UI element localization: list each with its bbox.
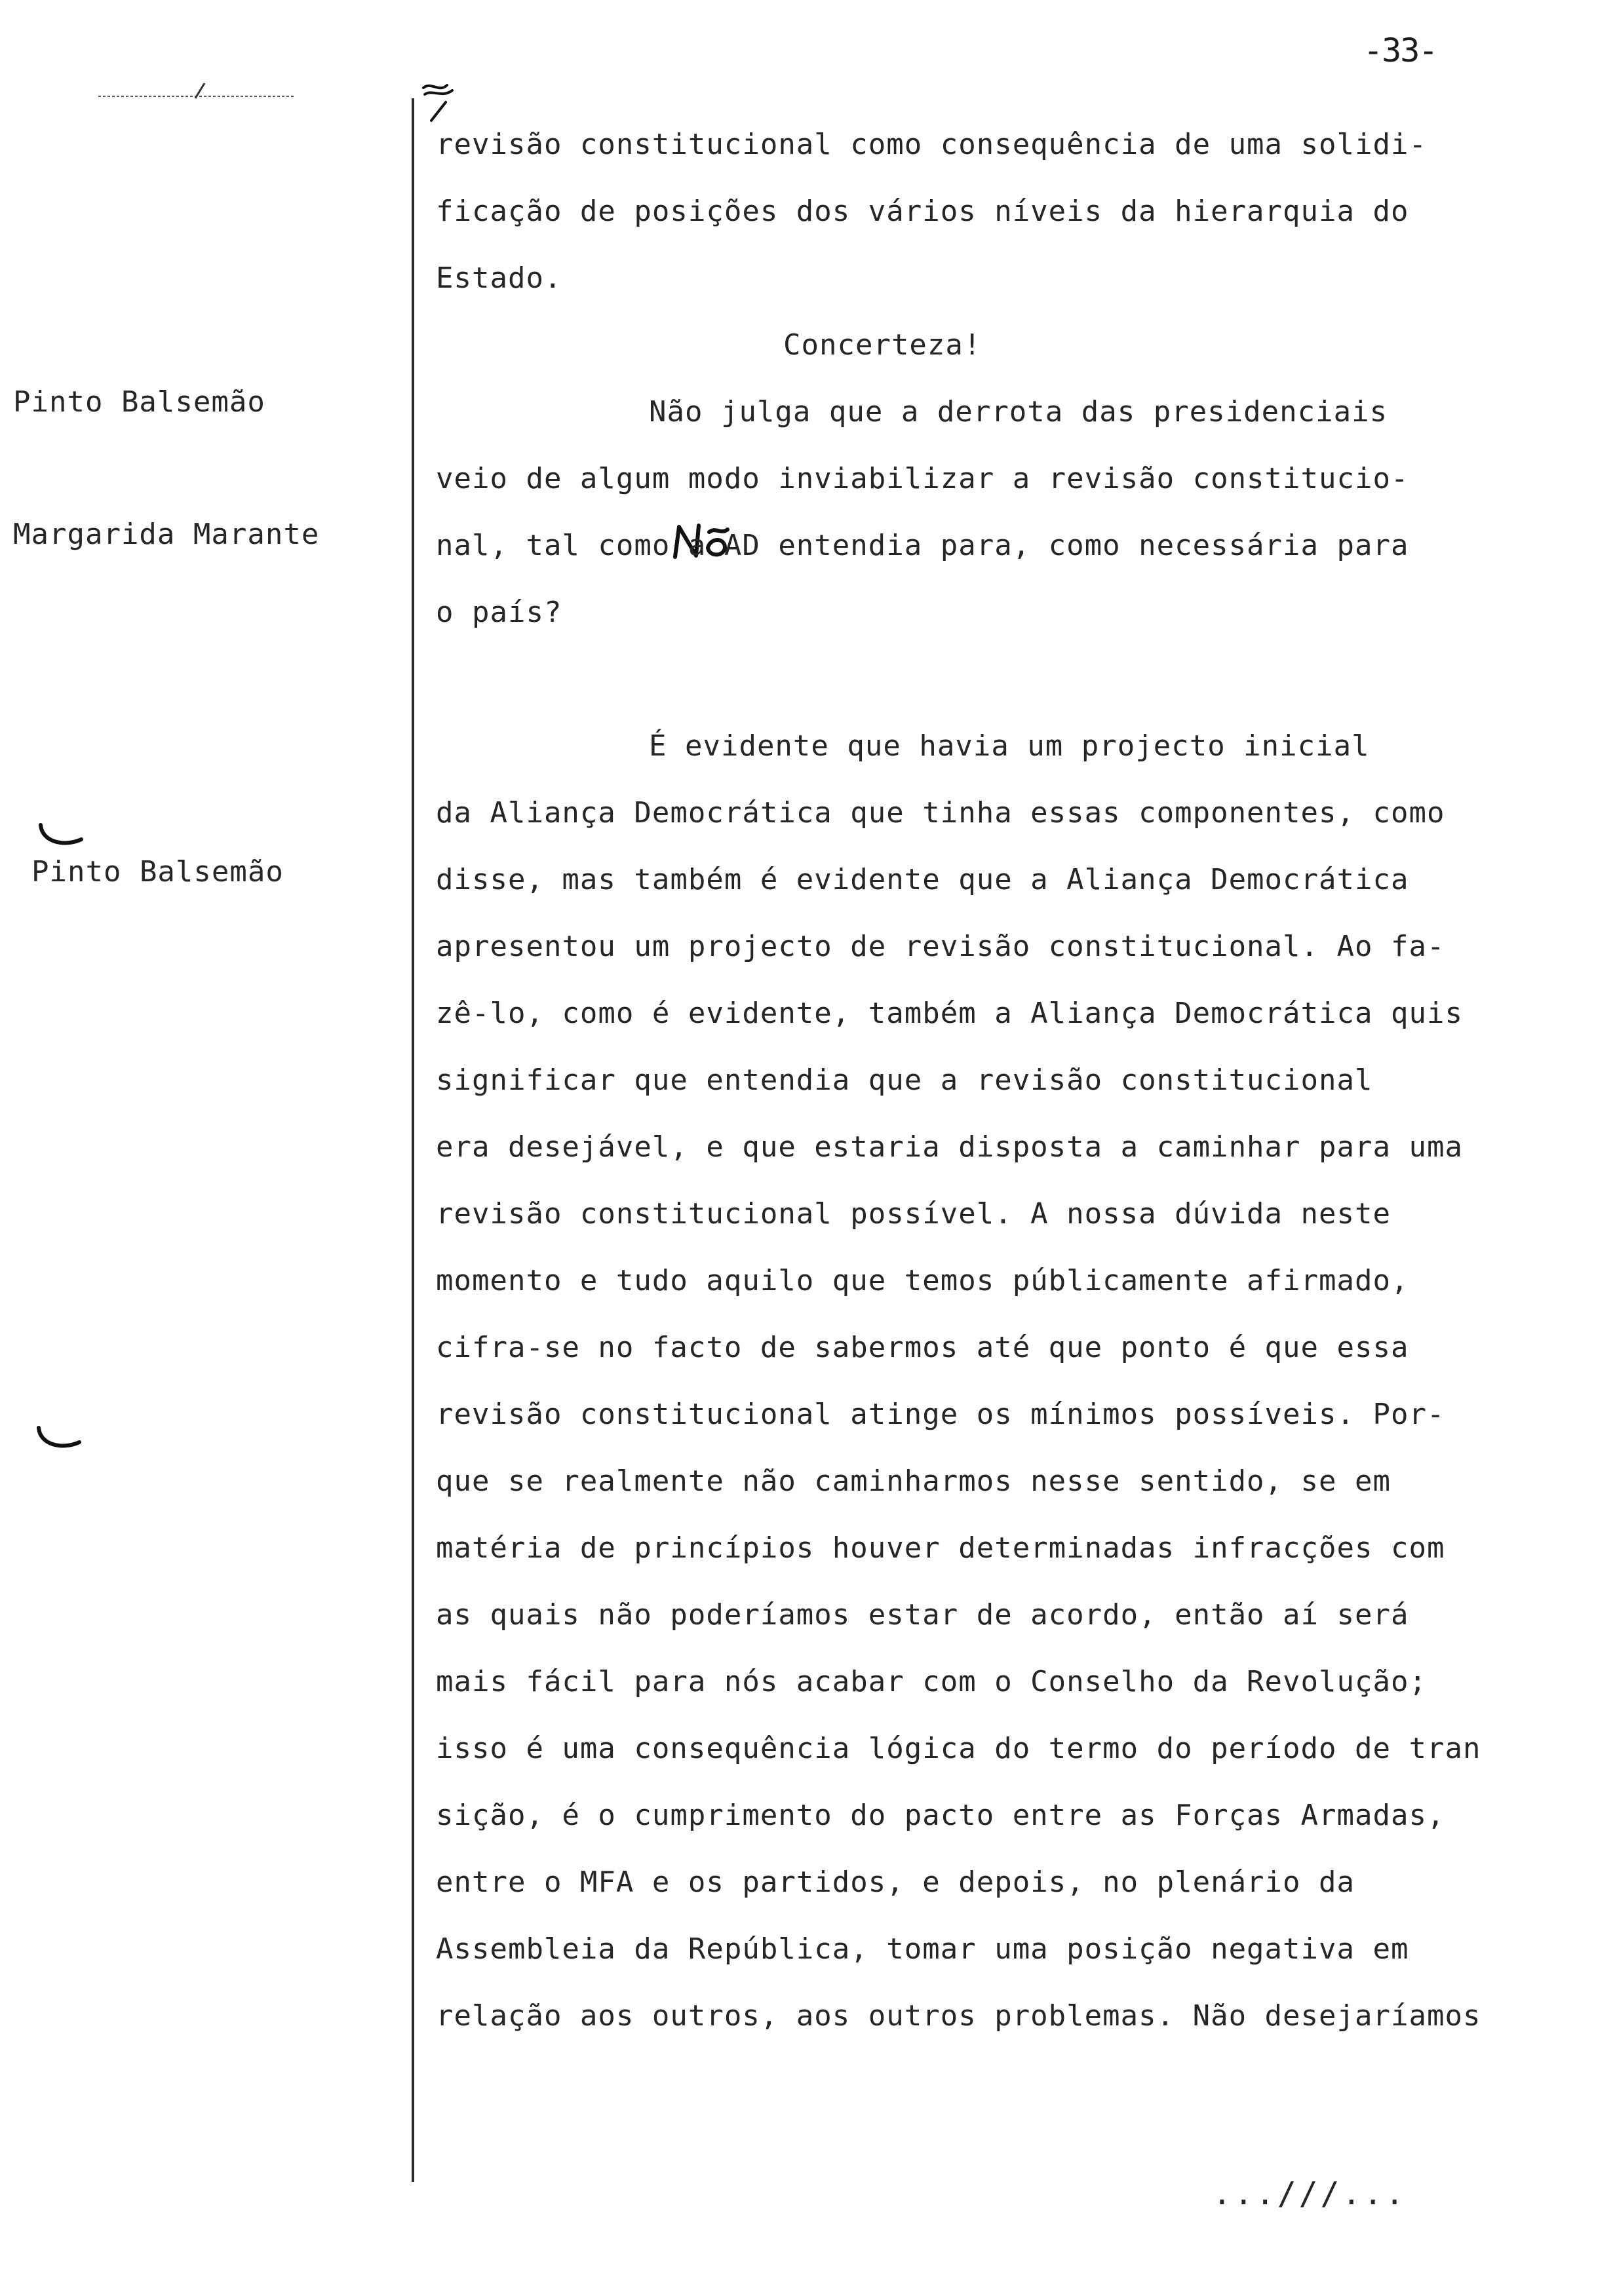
transcript-body	[436, 111, 1603, 2050]
text-line: Assembleia da República, tomar uma posição negativa em	[436, 1932, 1409, 1966]
text-line: apresentou um projecto de revisão constitucional. Ao fa-	[436, 930, 1445, 963]
text-line: cifra-se no facto de sabermos até que ponto é que essa	[436, 1331, 1409, 1364]
text-line: ficação de posições dos vários níveis da hierarquia do	[436, 195, 1409, 228]
text-line: relação aos outros, aos outros problemas. Não desejaríamos	[436, 1999, 1481, 2033]
margin-rule-mark	[98, 82, 295, 102]
text-line: momento e tudo aquilo que temos públicamente afirmado,	[436, 1264, 1409, 1297]
page-number: -33-	[1363, 31, 1437, 69]
text-line: isso é uma consequência lógica do termo do período de tran	[436, 1732, 1481, 1765]
speaker-label: Margarida Marante	[13, 518, 320, 551]
text-line: É evidente que havia um projecto inicial	[649, 729, 1370, 763]
text-line: sição, é o cumprimento do pacto entre as Forças Armadas,	[436, 1799, 1445, 1832]
speaker-label: Pinto Balsemão	[31, 855, 284, 889]
text-line: matéria de princípios houver determinadas infracções com	[436, 1531, 1445, 1565]
text-line: o país?	[436, 596, 562, 629]
text-line: revisão constitucional atinge os mínimos possíveis. Por-	[436, 1398, 1445, 1431]
text-line: que se realmente não caminharmos nesse sentido, se em	[436, 1464, 1391, 1498]
text-line: mais fácil para nós acabar com o Conselho da Revolução;	[436, 1665, 1427, 1698]
text-line: zê-lo, como é evidente, também a Aliança Democrática quis	[436, 997, 1463, 1030]
text-line: nal, tal como a AD entendia para, como necessária para	[436, 529, 1409, 562]
text-line: era desejável, e que estaria disposta a caminhar para uma	[436, 1130, 1463, 1164]
handwritten-check-icon	[38, 822, 84, 849]
text-line: revisão constitucional como consequência de uma solidi-	[436, 128, 1427, 161]
text-line: significar que entendia que a revisão constitucional	[436, 1063, 1373, 1097]
handwritten-check-icon	[36, 1425, 82, 1451]
text-line: disse, mas também é evidente que a Aliança Democrática	[436, 863, 1409, 896]
text-line: Não julga que a derrota das presidenciais	[649, 395, 1388, 429]
text-line: as quais não poderíamos estar de acordo, então aí será	[436, 1598, 1409, 1632]
text-line: Estado.	[436, 261, 562, 295]
text-line: da Aliança Democrática que tinha essas componentes, como	[436, 796, 1445, 830]
speaker-label: Pinto Balsemão	[13, 385, 265, 419]
text-line: veio de algum modo inviabilizar a revisão constitucio-	[436, 462, 1409, 495]
margin-divider-line	[412, 98, 414, 2182]
text-line: revisão constitucional possível. A nossa dúvida neste	[436, 1197, 1391, 1231]
text-line: Concerteza!	[783, 328, 982, 362]
text-line: entre o MFA e os partidos, e depois, no plenário da	[436, 1866, 1355, 1899]
page-continuation-mark: ...///...	[1213, 2175, 1407, 2212]
